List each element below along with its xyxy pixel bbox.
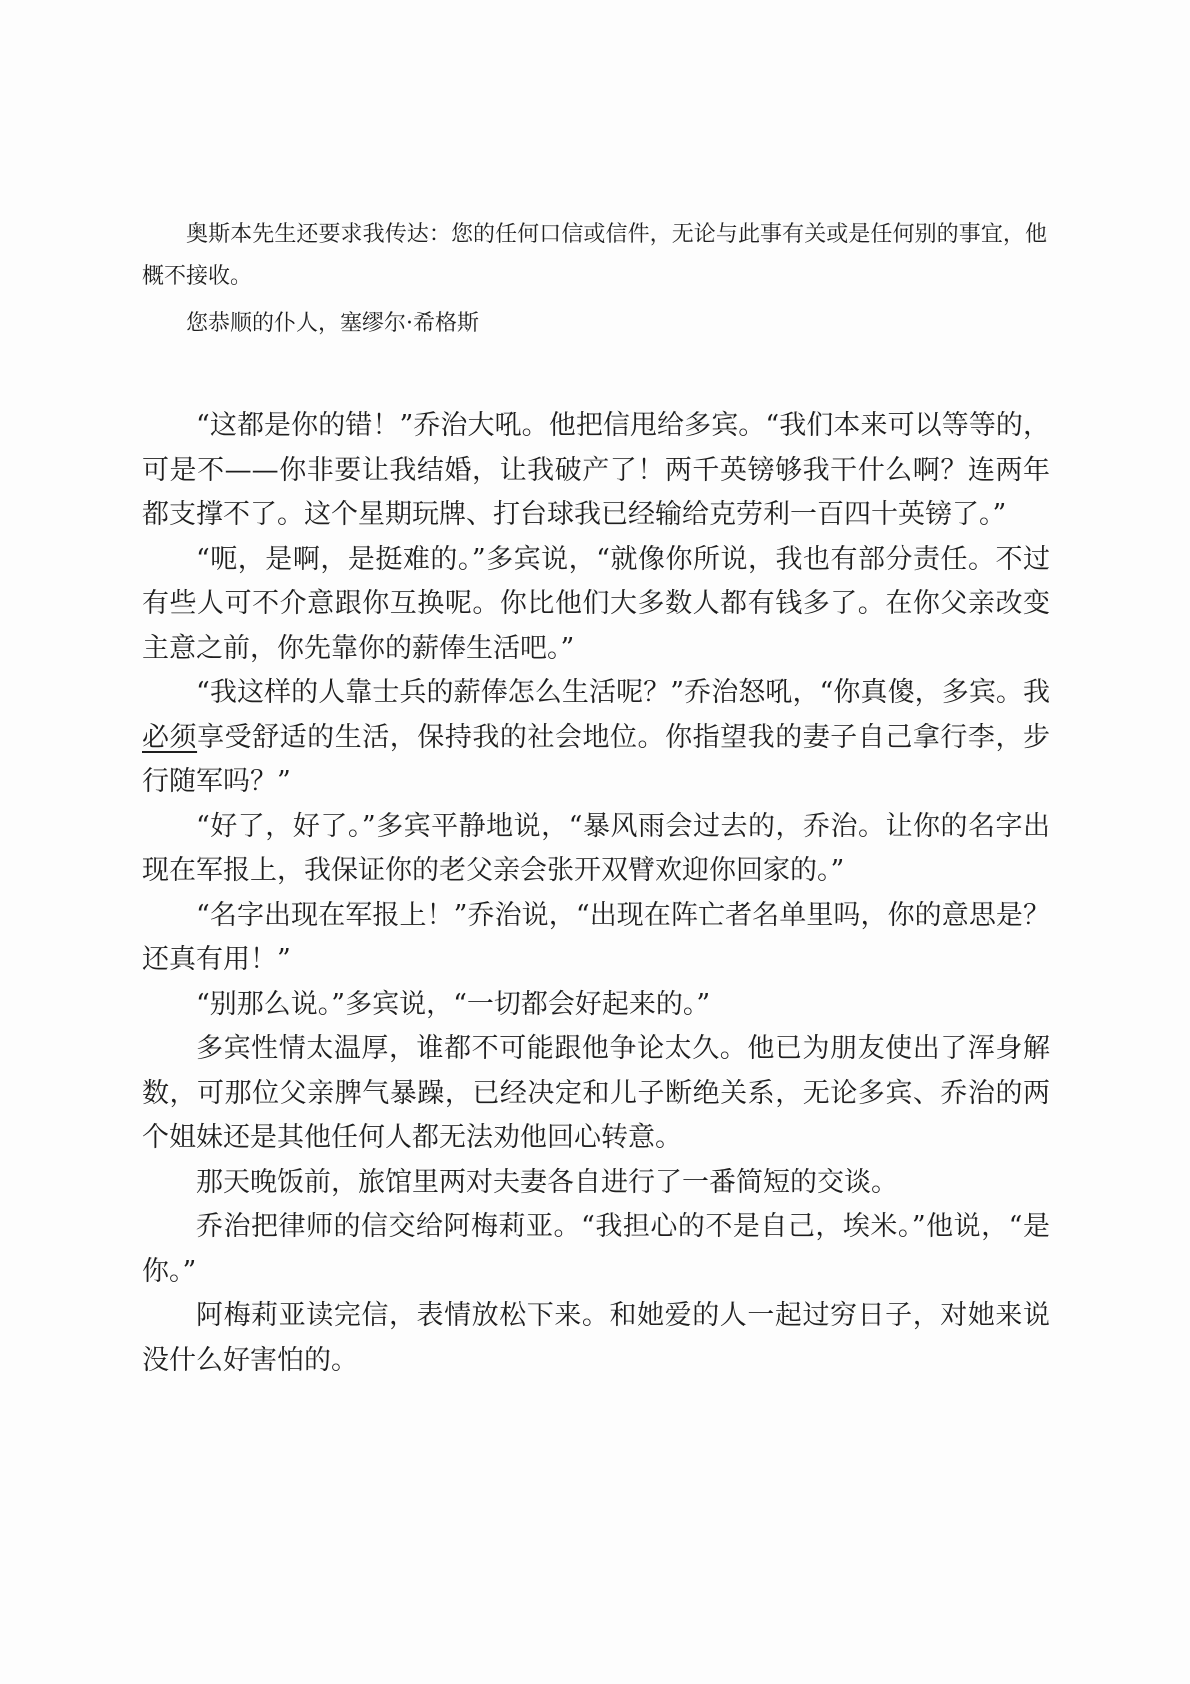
- paragraph-text: 享受舒适的生活，保持我的社会地位。你指望我的妻子自己拿行李，步行随军吗？”: [142, 721, 1050, 797]
- paragraph-amelia-reads: 阿梅莉亚读完信，表情放松下来。和她爱的人一起过穷日子，对她来说没什么好害怕的。: [142, 1300, 1050, 1376]
- underlined-word: 必须: [142, 721, 198, 753]
- story-text: [142, 404, 1050, 1383]
- letter-signoff: 您恭顺的仆人，塞缪尔·希格斯: [186, 311, 479, 336]
- paragraph-gazette: “名字出现在军报上！”乔治说，“出现在阵亡者名单里吗，你的意思是？还真有用！”: [142, 899, 1050, 975]
- paragraph-dont-say-that: “别那么说。”多宾说，“一切都会好起来的。”: [196, 988, 711, 1020]
- paragraph-dobbin-calm: “好了，好了。”多宾平静地说，“暴风雨会过去的，乔治。让你的名字出现在军报上，我保证你的老父亲会张开双臂欢迎你回家的。”: [142, 810, 1050, 886]
- paragraph-dobbin-temper: 多宾性情太温厚，谁都不可能跟他争论太久。他已为朋友使出了浑身解数，可那位父亲脾气暴躁，已经决定和儿子断绝关系，无论多宾、乔治的两个姐妹还是其他任何人都无法劝他回心转意。: [142, 1033, 1050, 1153]
- paragraph-george-amelia: 乔治把律师的信交给阿梅莉亚。“我担心的不是自己，埃米。”他说，“是你。”: [142, 1211, 1050, 1287]
- paragraph-george-blames-dobbin: “这都是你的错！”乔治大吼。他把信甩给多宾。“我们本来可以等等的，可是不——你非要让我结婚，让我破产了！两千英镑够我干什么啊？连两年都支撑不了。这个星期玩牌、打台球我已经输给克劳利一百四十英镑了。”: [142, 410, 1050, 530]
- paragraph-dobbin-reply: “呃，是啊，是挺难的。”多宾说，“就像你所说，我也有部分责任。不过有些人可不介意跟你互换呢。你比他们大多数人都有钱多了。在你父亲改变主意之前，你先靠你的薪俸生活吧。”: [142, 543, 1050, 664]
- paragraph-before-dinner: 那天晚饭前，旅馆里两对夫妻各自进行了一番简短的交谈。: [196, 1166, 898, 1198]
- paragraph-text: “我这样的人靠士兵的薪俸怎么生活呢？”乔治怒吼，“你真傻，多宾。我: [196, 677, 1050, 708]
- quoted-letter: [142, 214, 1047, 345]
- letter-body: 奥斯本先生还要求我传达：您的任何口信或信件，无论与此事有关或是任何别的事宜，他概不接收。: [142, 222, 1047, 289]
- paragraph-george-soldier-pay: [142, 671, 1050, 805]
